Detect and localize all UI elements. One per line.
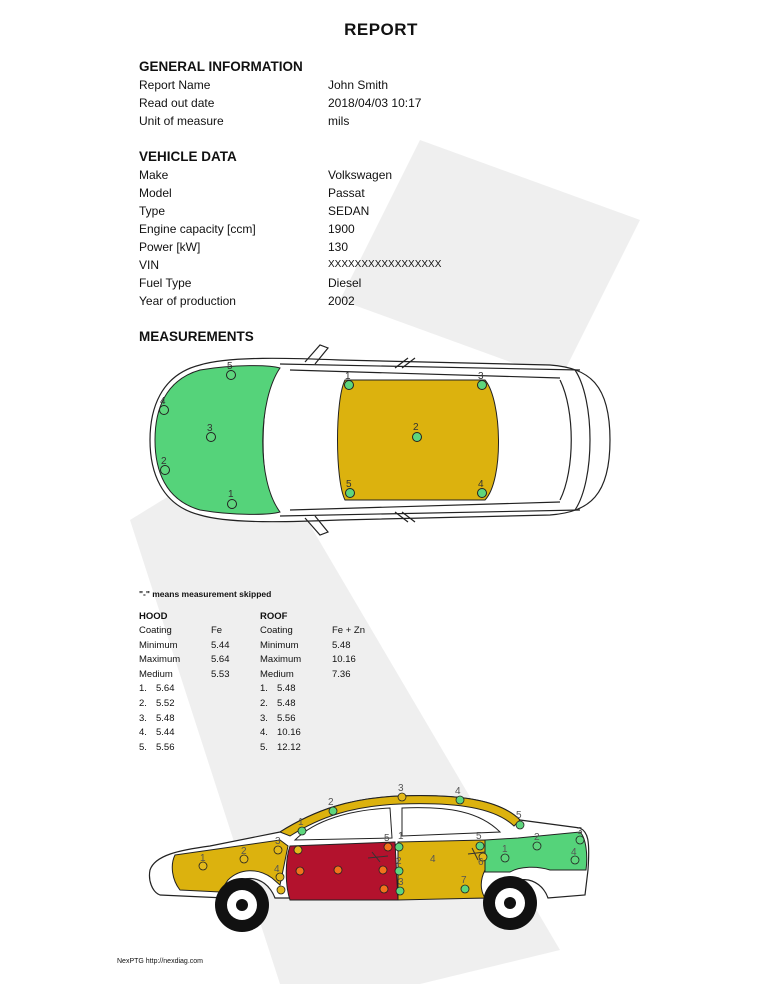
hood-max-row (139, 654, 254, 669)
vehicle-value: Passat (328, 186, 365, 200)
reading-value: 5.56 (156, 741, 175, 753)
reading-index: 4. (139, 727, 147, 739)
reading-index: 4. (260, 727, 268, 739)
roofline-point-1 (298, 827, 306, 835)
vehicle-row-power (139, 240, 539, 256)
vehicle-value: SEDAN (328, 204, 370, 218)
footer-link[interactable]: NexPTG http://nexdiag.com (117, 958, 203, 965)
rear-door-point-7 (461, 885, 469, 893)
red-door-point-2 (380, 885, 388, 893)
info-label: Unit of measure (139, 114, 224, 128)
roof-reading (260, 698, 390, 713)
red-door-point-a (294, 846, 302, 854)
vehicle-row-type (139, 204, 539, 220)
vehicle-value: 130 (328, 240, 349, 254)
stat-label: Minimum (260, 639, 299, 651)
hood-reading (139, 713, 254, 728)
red-door-point-c (296, 867, 304, 875)
hood-point-label: 4 (160, 396, 166, 407)
vehicle-label: Fuel Type (139, 276, 192, 290)
hood-point-label: 3 (207, 423, 213, 434)
roofline-point-4 (456, 796, 464, 804)
vehicle-row-fuel (139, 276, 539, 292)
vehicle-label: Type (139, 204, 166, 218)
apillar-point-5 (277, 886, 285, 894)
roof-max-row (260, 654, 390, 669)
roof-table-heading: ROOF (260, 611, 288, 622)
roof-reading (260, 742, 390, 757)
report-title: REPORT (344, 20, 418, 39)
reading-value: 5.56 (277, 712, 296, 724)
vehicle-label: Make (139, 168, 169, 182)
stat-label: Maximum (260, 654, 302, 666)
rear-door-point-5 (476, 842, 484, 850)
stat-label: Coating (260, 625, 293, 636)
point-label: 2 (396, 856, 402, 867)
info-label: Read out date (139, 96, 215, 110)
roof-point-label: 2 (413, 422, 419, 433)
roof-reading (260, 713, 390, 728)
red-door-point-b (334, 866, 342, 874)
vehicle-label: Engine capacity [ccm] (139, 222, 256, 236)
vehicle-row-year (139, 294, 539, 310)
roof-med-row (260, 669, 390, 684)
point-label: 2 (241, 846, 247, 857)
hood-point-label: 2 (161, 456, 167, 467)
roof-reading (260, 727, 390, 742)
hood-min-row (139, 640, 254, 655)
hood-med-row (139, 669, 254, 684)
vehicle-value: Volkswagen (328, 168, 393, 182)
roof-reading (260, 683, 390, 698)
vehicle-row-vin (139, 258, 539, 274)
point-label: 4 (430, 854, 436, 865)
reading-value: 5.44 (156, 727, 175, 739)
info-label: Report Name (139, 78, 211, 92)
info-value: 2018/04/03 10:17 (328, 96, 422, 110)
car-side-view (140, 780, 600, 940)
stat-label: Medium (260, 668, 294, 680)
vehicle-label: Model (139, 186, 172, 200)
point-label: 2 (534, 832, 540, 843)
point-label: 3 (398, 877, 404, 888)
reading-index: 1. (260, 683, 268, 695)
stat-label: Minimum (139, 639, 178, 651)
vehicle-row-engine (139, 222, 539, 238)
reading-index: 5. (139, 741, 147, 753)
hood-panel (155, 366, 280, 515)
quarter-point-1 (501, 854, 509, 862)
roof-coating-row (260, 625, 390, 640)
reading-index: 5. (260, 741, 268, 753)
reading-value: 5.48 (277, 683, 296, 695)
reading-index: 3. (260, 712, 268, 724)
apillar-point-3 (274, 846, 282, 854)
point-label: 1 (502, 844, 508, 855)
general-info-heading: GENERAL INFORMATION (139, 59, 303, 74)
stat-value: 5.48 (332, 639, 351, 651)
quarter-point-2 (533, 842, 541, 850)
info-row-unit-of-measure (139, 114, 539, 130)
roofline-point-5 (516, 821, 524, 829)
point-label: 3 (577, 826, 583, 837)
hood-coating-row (139, 625, 254, 640)
roof-point-label: 5 (346, 479, 352, 490)
roof-point-2 (413, 433, 422, 442)
reading-index: 1. (139, 683, 147, 695)
skip-note: "-" means measurement skipped (139, 589, 272, 599)
stat-value: 10.16 (332, 654, 356, 666)
front-wheel (215, 878, 269, 932)
point-label: 3 (275, 836, 281, 847)
stat-label: Maximum (139, 654, 181, 666)
reading-value: 5.48 (277, 697, 296, 709)
vehicle-label: VIN (139, 258, 160, 272)
reading-index: 2. (139, 697, 147, 709)
vehicle-label: Year of production (139, 294, 236, 308)
hood-reading (139, 727, 254, 742)
hood-measurement-table (139, 611, 254, 756)
rear-door-panel (398, 840, 488, 900)
hood-reading (139, 698, 254, 713)
red-door-point-5 (384, 843, 392, 851)
vehicle-value: XXXXXXXXXXXXXXXXX (328, 259, 442, 270)
reading-index: 3. (139, 712, 147, 724)
quarter-point-3 (576, 836, 584, 844)
point-label: 4 (571, 847, 577, 858)
point-label: 4 (455, 786, 461, 797)
point-label: 5 (516, 810, 522, 821)
info-value: John Smith (328, 78, 389, 92)
roof-min-row (260, 640, 390, 655)
roof-point-label: 3 (478, 371, 484, 382)
point-label: 4 (274, 864, 280, 875)
point-label: 1 (200, 853, 206, 864)
red-door-point-1 (379, 866, 387, 874)
vehicle-row-make (139, 168, 539, 184)
point-label: 6 (478, 857, 484, 868)
vehicle-value: 1900 (328, 222, 355, 236)
stat-value: Fe (211, 625, 223, 636)
roofline-point-3 (398, 793, 406, 801)
info-row-read-out-date (139, 96, 539, 112)
hood-reading (139, 742, 254, 757)
vehicle-row-model (139, 186, 539, 202)
point-label: 3 (398, 783, 404, 794)
point-label: 5 (476, 831, 482, 842)
roof-measurement-table (260, 611, 390, 756)
info-value: mils (328, 114, 350, 128)
roofline-point-2 (329, 807, 337, 815)
reading-index: 2. (260, 697, 268, 709)
stat-value: 7.36 (332, 668, 351, 680)
reading-value: 5.48 (156, 712, 175, 724)
info-row-report-name (139, 78, 539, 94)
rear-wheel (483, 876, 537, 930)
stat-label: Medium (139, 668, 173, 680)
vehicle-data-heading: VEHICLE DATA (139, 149, 237, 164)
measurements-heading: MEASUREMENTS (139, 329, 254, 344)
car-top-view (140, 340, 620, 545)
stat-value: 5.53 (211, 668, 230, 680)
point-label: 1 (298, 817, 304, 828)
reading-value: 12.12 (277, 741, 301, 753)
roof-point-label: 1 (345, 371, 351, 382)
point-label: 7 (461, 875, 467, 886)
hood-point-1 (228, 500, 237, 509)
vehicle-label: Power [kW] (139, 240, 201, 254)
rear-door-point-1 (395, 843, 403, 851)
reading-value: 5.64 (156, 683, 175, 695)
hood-reading (139, 683, 254, 698)
vehicle-value: Diesel (328, 276, 362, 290)
point-label: 5 (384, 833, 390, 844)
stat-value: Fe + Zn (332, 625, 365, 636)
roof-point-label: 4 (478, 479, 484, 490)
reading-value: 5.52 (156, 697, 175, 709)
hood-table-heading: HOOD (139, 611, 168, 622)
point-label: 2 (328, 797, 334, 808)
rear-door-point-2 (395, 867, 403, 875)
point-label: 1 (398, 831, 404, 842)
rear-door-point-3 (396, 887, 404, 895)
stat-label: Coating (139, 625, 172, 636)
stat-value: 5.44 (211, 639, 230, 651)
stat-value: 5.64 (211, 654, 230, 666)
hood-point-label: 5 (227, 361, 233, 372)
hood-point-label: 1 (228, 489, 234, 500)
reading-value: 10.16 (277, 727, 301, 739)
vehicle-value: 2002 (328, 294, 355, 308)
